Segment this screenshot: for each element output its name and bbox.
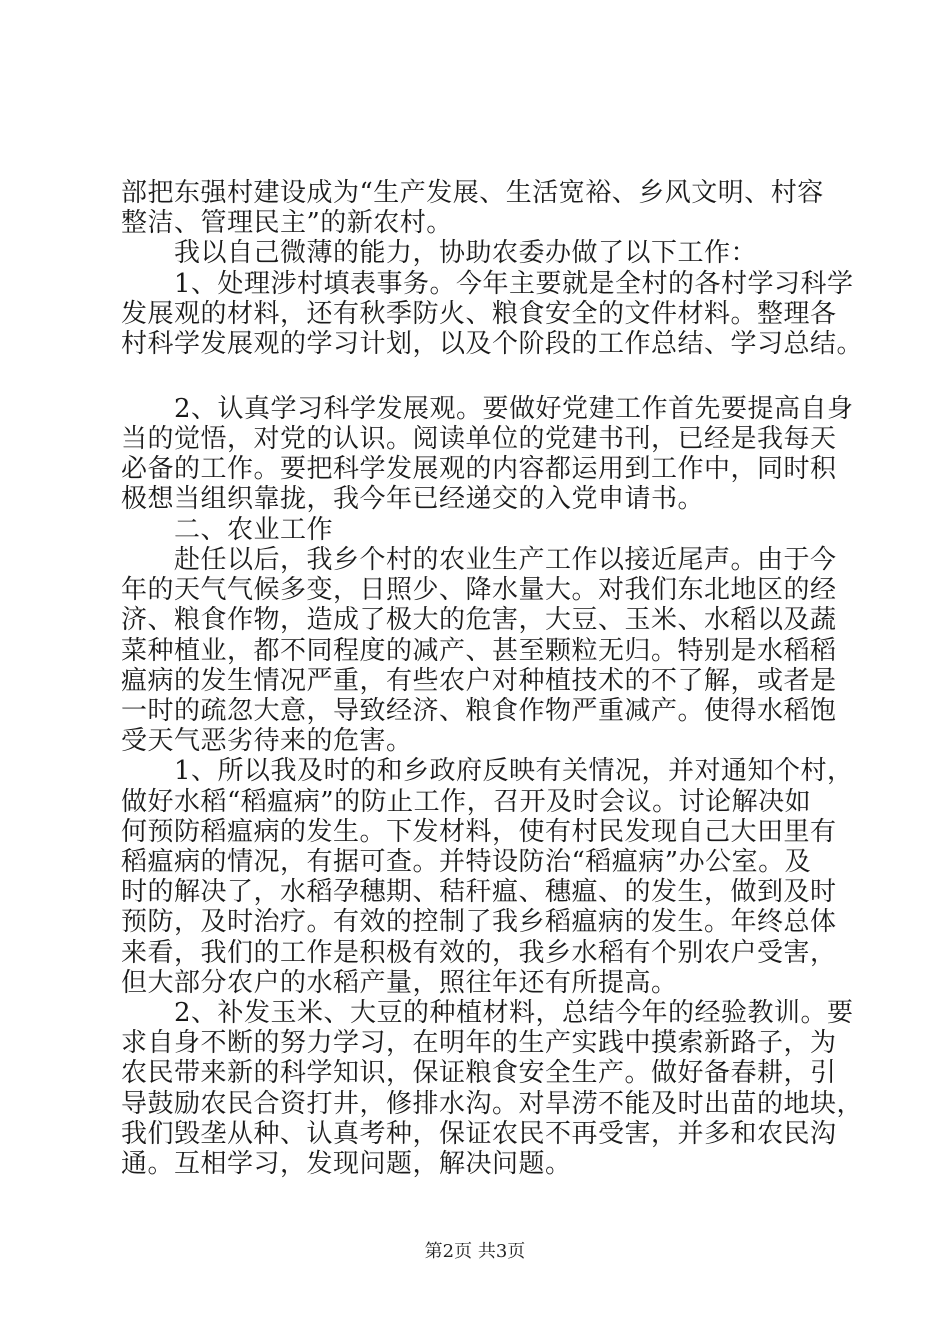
text-line: 整洁、管理民主”的新农村。 (121, 208, 453, 238)
text-line: 求自身不断的努力学习，在明年的生产实践中摸索新路子，为 (121, 1028, 837, 1058)
text-line: 但大部分农户的水稻产量，照往年还有所提高。 (121, 968, 678, 998)
text-line: 农民带来新的科学知识，保证粮食安全生产。做好备春耕，引 (121, 1058, 837, 1088)
section-heading: 二、农业工作 (174, 515, 334, 545)
text-line: 年的天气气候多变，日照少、降水量大。对我们东北地区的经 (121, 575, 837, 605)
text-line: 做好水稻“稻瘟病”的防止工作，召开及时会议。讨论解决如 (121, 787, 812, 817)
text-line: 赴任以后，我乡个村的农业生产工作以接近尾声。由于今 (174, 545, 837, 575)
text-line: 村科学发展观的学习计划，以及个阶段的工作总结、学习总结。 (121, 329, 864, 359)
text-line: 导鼓励农民合资打井，修排水沟。对旱涝不能及时出苗的地块， (121, 1089, 864, 1119)
text-line: 稻瘟病的情况，有据可查。并特设防治“稻瘟病”办公室。及 (121, 847, 812, 877)
text-line: 一时的疏忽大意，导致经济、粮食作物严重减产。使得水稻饱 (121, 696, 837, 726)
text-line: 何预防稻瘟病的发生。下发材料，使有村民发现自己大田里有 (121, 817, 837, 847)
text-line: 发展观的材料，还有秋季防火、粮食安全的文件材料。整理各 (121, 299, 837, 329)
page-footer: 第2页 共3页 (424, 1241, 526, 1262)
text-line: 我们毁垄从种、认真考种，保证农民不再受害，并多和农民沟 (121, 1119, 837, 1149)
text-line: 预防，及时治疗。有效的控制了我乡稻瘟病的发生。年终总体 (121, 907, 837, 937)
text-line: 受天气恶劣待来的危害。 (121, 726, 413, 756)
text-line: 1、处理涉村填表事务。今年主要就是全村的各村学习科学 (174, 269, 854, 299)
text-line: 瘟病的发生情况严重，有些农户对种植技术的不了解，或者是 (121, 666, 837, 696)
text-line: 我以自己微薄的能力，协助农委办做了以下工作： (174, 238, 758, 268)
text-line: 部把东强村建设成为“生产发展、生活宽裕、乡风文明、村容 (121, 178, 824, 208)
text-line: 当的觉悟，对党的认识。阅读单位的党建书刊，已经是我每天 (121, 424, 837, 454)
text-line: 来看，我们的工作是积极有效的，我乡水稻有个别农户受害， (121, 938, 837, 968)
text-line: 1、所以我及时的和乡政府反映有关情况，并对通知个村， (174, 756, 854, 786)
text-line: 极想当组织靠拢，我今年已经递交的入党申请书。 (121, 484, 705, 514)
text-line: 通。互相学习，发现问题，解决问题。 (121, 1149, 572, 1179)
text-line: 菜种植业，都不同程度的减产、甚至颗粒无归。特别是水稻稻 (121, 636, 837, 666)
text-line: 时的解决了，水稻孕穗期、秸秆瘟、穗瘟、的发生，做到及时 (121, 877, 837, 907)
text-line: 济、粮食作物，造成了极大的危害，大豆、玉米、水稻以及蔬 (121, 605, 837, 635)
text-line: 2、补发玉米、大豆的种植材料，总结今年的经验教训。要 (174, 998, 854, 1028)
text-line: 必备的工作。要把科学发展观的内容都运用到工作中，同时积 (121, 454, 837, 484)
text-line: 2、认真学习科学发展观。要做好党建工作首先要提高自身 (174, 394, 854, 424)
